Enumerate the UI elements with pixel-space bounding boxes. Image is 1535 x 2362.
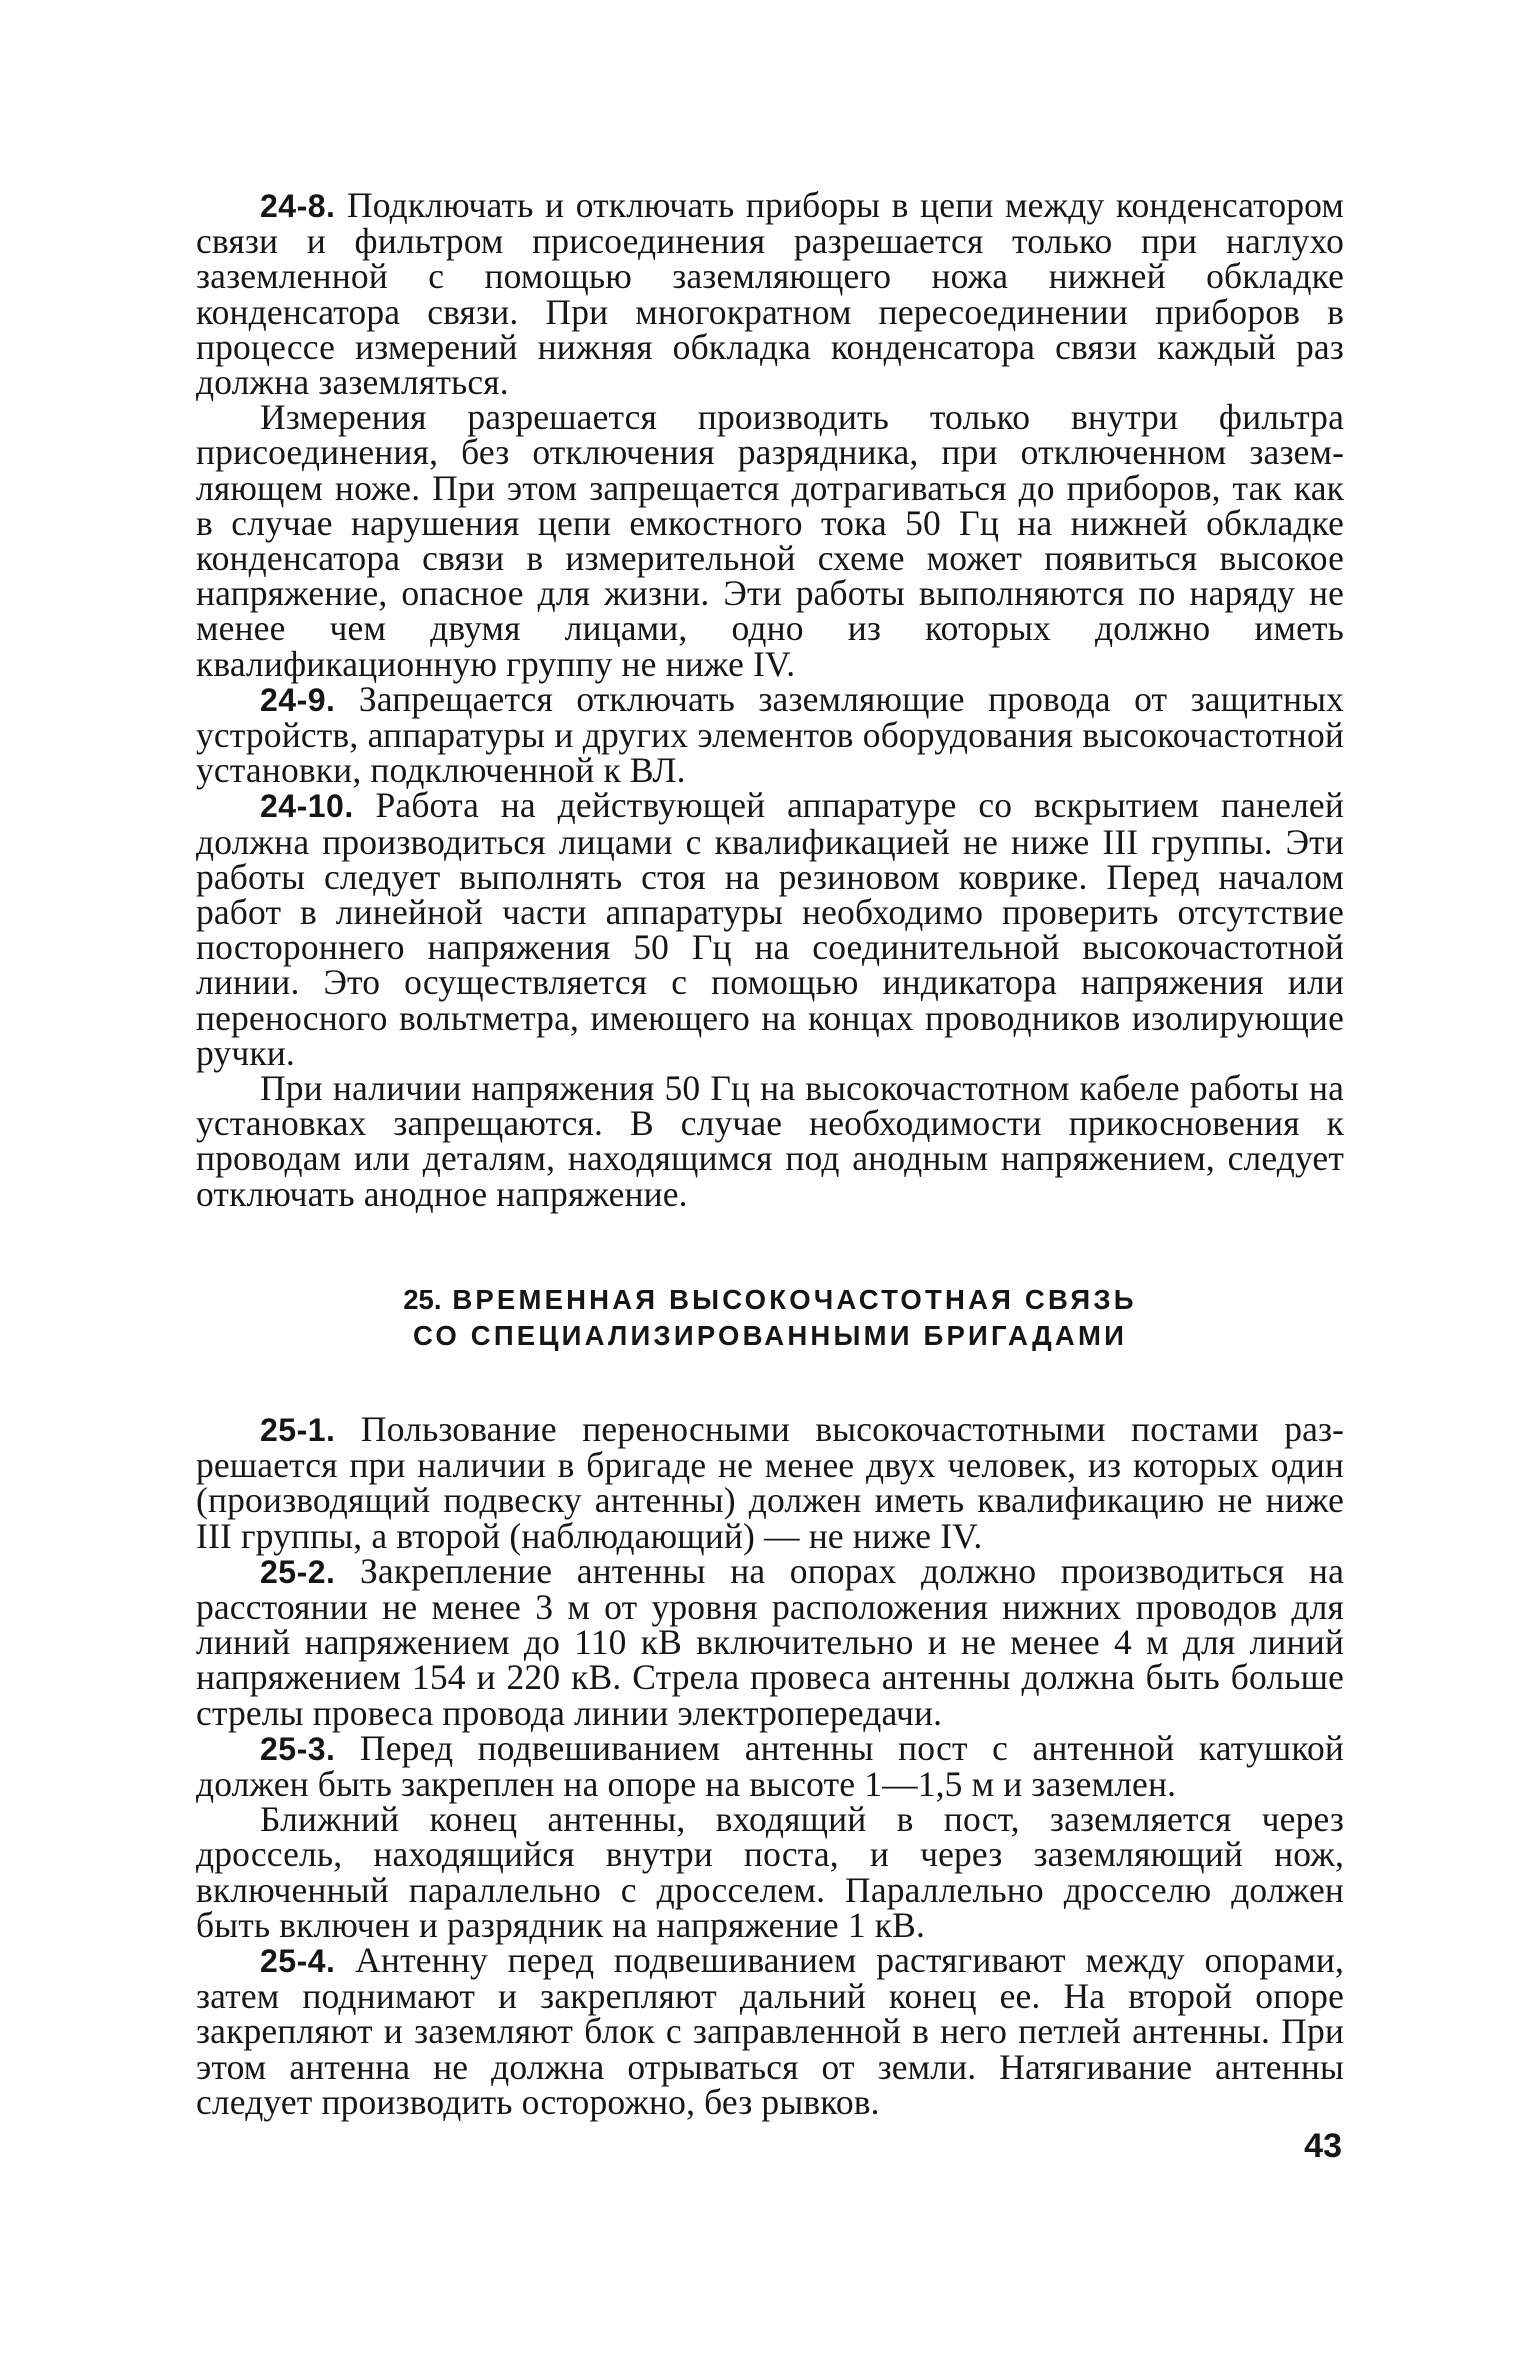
- heading-title-line-2: СО СПЕЦИАЛИЗИРОВАННЫМИ БРИГАДАМИ: [412, 1319, 1128, 1351]
- paragraph-text: Антенну перед подвешиванием растягивают между опорами, затем поднимают и закрепляют дальний конец ее. На второй опоре закрепляют и заземляют блок с заправленной в него петлей антенны. При этом антенна не должна отрываться от земли. Натягивание антенны следует производить осторожно, без рывков.: [196, 1939, 1344, 2122]
- paragraph-text: Закрепление антенны на опорах должно производиться на расстоянии не менее 3 м от уровня расположения нижних проводов для линий напряжением до 110 кВ включительно и не менее 4 м для линий напряжением 154 и 220 кВ. Стрела провеса антенны должна быть больше стрелы провеса провода линии электропередачи.: [196, 1550, 1344, 1733]
- paragraph-24-8: [196, 185, 1344, 403]
- paragraph-24-10: [196, 785, 1344, 1073]
- clause-number: 24-9.: [260, 681, 336, 718]
- document-page: [196, 185, 1344, 2288]
- paragraph-text: Измерения разрешается производить только внутри фильтра присоединения, без отключения разрядника, при отключенном заземляющем ноже. При этом запрещается дотрагиваться до приборов, так как в случае нарушения цепи емкостного тока 50 Гц на нижней обкладке конденсатора связи в измерительной схеме может появиться высокое напряжение, опасное для жизни. Эти работы выполняются по наряду не менее чем двумя лицами, одно из которых должно иметь квалификационную группу не ниже IV.: [196, 397, 1344, 684]
- paragraph-text: Работа на действующей аппаратуре со вскрытием панелей должна производиться лицами с квалификацией не ниже III группы. Эти работы следует выполнять стоя на резиновом коврике. Перед началом работ в линейной части аппаратуры необходимо проверить отсутствие постороннего напряжения 50 Гц на соединительной высокочастотной линии. Это осуществляется с помощью индикатора напряжения или переносного вольтметра, имеющего на концах проводников изолирующие ручки.: [196, 785, 1344, 1073]
- clause-number: 25-1.: [260, 1411, 336, 1448]
- page-number: 43: [1304, 2127, 1342, 2165]
- clause-number: 24-8.: [260, 188, 336, 224]
- paragraph-24-8-continued: [196, 397, 1344, 684]
- paragraph-24-9: [196, 678, 1344, 791]
- paragraph-text: Перед подвешиванием антенны пост с антенной катушкой должен быть закреплен на опоре на высоте 1—1,5 м и заземлен.: [196, 1727, 1344, 1804]
- heading-line-1: [196, 1282, 1344, 1318]
- clause-number: 25-3.: [260, 1730, 336, 1767]
- paragraph-text: Ближний конец антенны, входящий в пост, заземляется через дроссель, находящийся внутри поста, и через заземляющий нож, включенный параллельно с дросселем. Параллельно дросселю должен быть включен и разрядник на напряжение 1 кВ.: [196, 1799, 1344, 1945]
- paragraph-25-4: [196, 1939, 1344, 2122]
- paragraph-text: При наличии напряжения 50 Гц на высокочастотном кабеле работы на установках запрещаются. В случае необходимости прикосновения к проводам или деталям, находящимся под анодным напряжением, следует отключать анодное напряжение.: [196, 1068, 1344, 1214]
- paragraph-25-3: [196, 1727, 1344, 1804]
- clause-number: 25-2.: [260, 1553, 336, 1590]
- section-heading: [196, 1282, 1344, 1354]
- paragraph-text: Подключать и отключать приборы в цепи между конденсатором связи и фильтром присоединения разрешается только при наглухо заземленной с помощью заземляющего ножа нижней обкладке конденсатора связи. При многократном пересоединении приборов в процессе измерений нижняя обкладка конденсатора связи каждый раз должна заземляться.: [196, 185, 1344, 403]
- paragraph-text: Пользование переносными высокочастотными постами разрешается при наличии в бригаде не менее двух человек, из которых один (производящий подвеску антенны) должен иметь квалификацию не ниже III группы, а второй (наблюдающий) — не ниже IV.: [196, 1408, 1344, 1556]
- paragraph-25-1: [196, 1408, 1344, 1556]
- clause-number: 24-10.: [260, 788, 354, 825]
- section-number: 25.: [403, 1283, 442, 1315]
- paragraph-24-10-continued: [196, 1068, 1344, 1214]
- paragraph-25-2: [196, 1550, 1344, 1733]
- clause-number: 25-4.: [260, 1942, 336, 1979]
- paragraph-text: Запрещается отключать заземляющие провода от защитных устройств, аппаратуры и других элементов оборудования высокочастотной установки, подключенной к ВЛ.: [196, 678, 1344, 791]
- heading-title-line-1: ВРЕМЕННАЯ ВЫСОКОЧАСТОТНАЯ СВЯЗЬ: [452, 1283, 1137, 1315]
- paragraph-25-3-continued: [196, 1799, 1344, 1945]
